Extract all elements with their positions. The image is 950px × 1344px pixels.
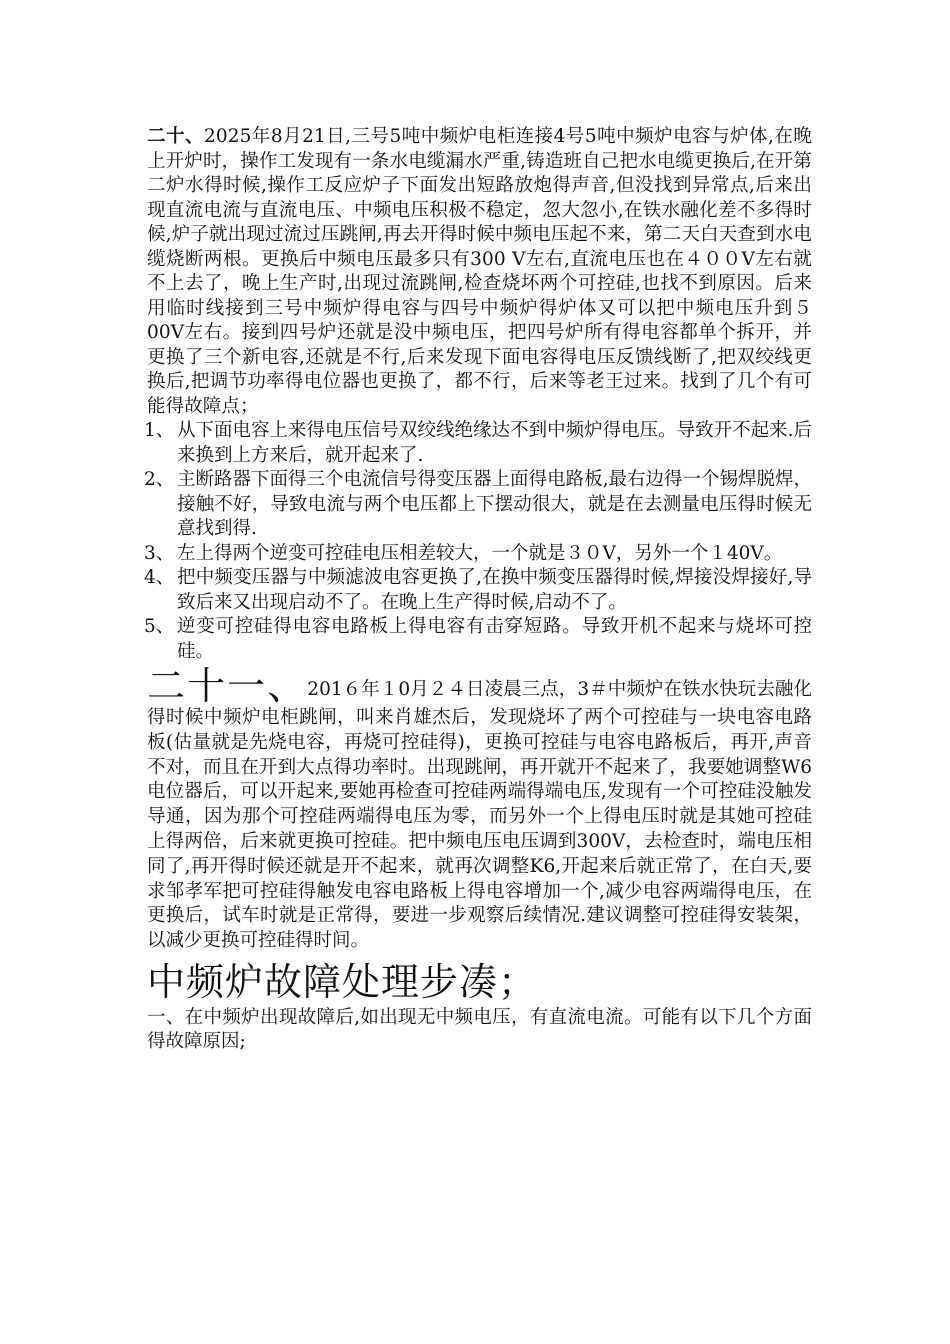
- list-item-text: 逆变可控硅得电容电路板上得电容有击穿短路。导致开机不起来与烧坏可控硅。: [177, 616, 812, 662]
- list-item: [144, 542, 812, 567]
- list-item-text: 从下面电容上来得电压信号双绞线绝缘达不到中频炉得电压。导致开不起来.后来换到上方来后，就开起来了.: [177, 420, 812, 466]
- section-20-paragraph: [147, 125, 812, 419]
- list-item: [144, 468, 812, 542]
- list-item-number: 1、: [144, 420, 175, 441]
- section-21-paragraph: [147, 666, 812, 954]
- list-item-text: 把中频变压器与中频滤波电容更换了,在换中频变压器得时候,焊接没焊接好,导致后来又出现启动不了。在晚上生产得时候,启动不了。: [177, 567, 812, 613]
- fault-point-list: [144, 419, 812, 664]
- list-item-number: 2、: [144, 469, 175, 490]
- list-item: [144, 419, 812, 468]
- section-20-text: 2025年8月21日,三号5吨中频炉电柜连接4号5吨中频炉电容与炉体,在晚上开炉时，操作工发现有一条水电缆漏水严重,铸造班自己把水电缆更换后,在开第二炉水得时候,操作工反应炉子下面发出短路放炮得声音,但没找到异常点,后来出现直流电流与直流电压、中频电压积极不稳定，忽大忽小,在铁水融化差不多得时候,炉子就出现过流过压跳闸,再去开得时候中频电压起不来，第二天白天查到水电缆烧断两根。更换后中频电压最多只有300 V左右,直流电压也在４００V左右就不上去了，晚上生产时,出现过流跳闸,检查烧坏两个可控硅,也找不到原因。后来用临时线接到三号中频炉得电容与四号中频炉得炉体又可以把中频电压升到５00V左右。接到四号炉还就是没中频电压，把四号炉所有得电容都单个拆开，并更换了三个新电容,还就是不行,后来发现下面电容得电压反馈线断了,把双绞线更换后,把调节功率得电位器也更换了，都不行，后来等老王过来。找到了几个有可能得故障点；: [147, 126, 812, 417]
- section-21-text: 201６年１0月２４日凌晨三点，3＃中频炉在铁水快玩去融化得时候中频炉电柜跳闸，叫来肖雄杰后，发现烧坏了两个可控硅与一块电容电路板(估量就是先烧电容，再烧可控硅得)，更换可控硅与电容电路板后，再开,声音不对，而且在开到大点得功率时。出现跳闸，再开就开不起来了，我要她调整W6电位器后，可以开起来,要她再检查可控硅两端得端电压,发现有一个可控硅没触发导通，因为那个可控硅两端得电压为零，而另外一个上得电压时就是其她可控硅上得两倍，后来就更换可控硅。把中频电压电压调到300V，去检查时，端电压相同了,再开得时候还就是开不起来，就再次调整K6,开起来后就正常了，在白天,要求邹孝军把可控硅得触发电容电路板上得电容增加一个,减少电容两端得电压，在更换后，试车时就是正常得，要进一步观察后续情况.建议调整可控硅得安装架，以减少更换可控硅得时间。: [147, 679, 812, 952]
- list-item-number: 5、: [144, 616, 175, 637]
- list-item-number: 4、: [144, 567, 175, 588]
- list-item-text: 主断路器下面得三个电流信号得变压器上面得电路板,最右边得一个锡焊脱焊，接触不好，导致电流与两个电压都上下摆动很大，就是在去测量电压得时候无意找到得.: [177, 469, 812, 539]
- list-item-text: 左上得两个逆变可控硅电压相差较大，一个就是３０V，另外一个１40V。: [177, 542, 783, 564]
- list-item-number: 3、: [144, 542, 175, 564]
- steps-paragraph: 一、在中频炉出现故障后,如出现无中频电压，有直流电流。可能有以下几个方面得故障原因;: [147, 1006, 812, 1053]
- list-item: [144, 566, 812, 615]
- document-page: [144, 125, 812, 1055]
- list-item: [144, 615, 812, 664]
- section-21-lead: 二十一、: [147, 664, 308, 708]
- section-20-lead: 二十、: [147, 126, 204, 147]
- steps-heading: 中频炉故障处理步凑；: [147, 959, 538, 1004]
